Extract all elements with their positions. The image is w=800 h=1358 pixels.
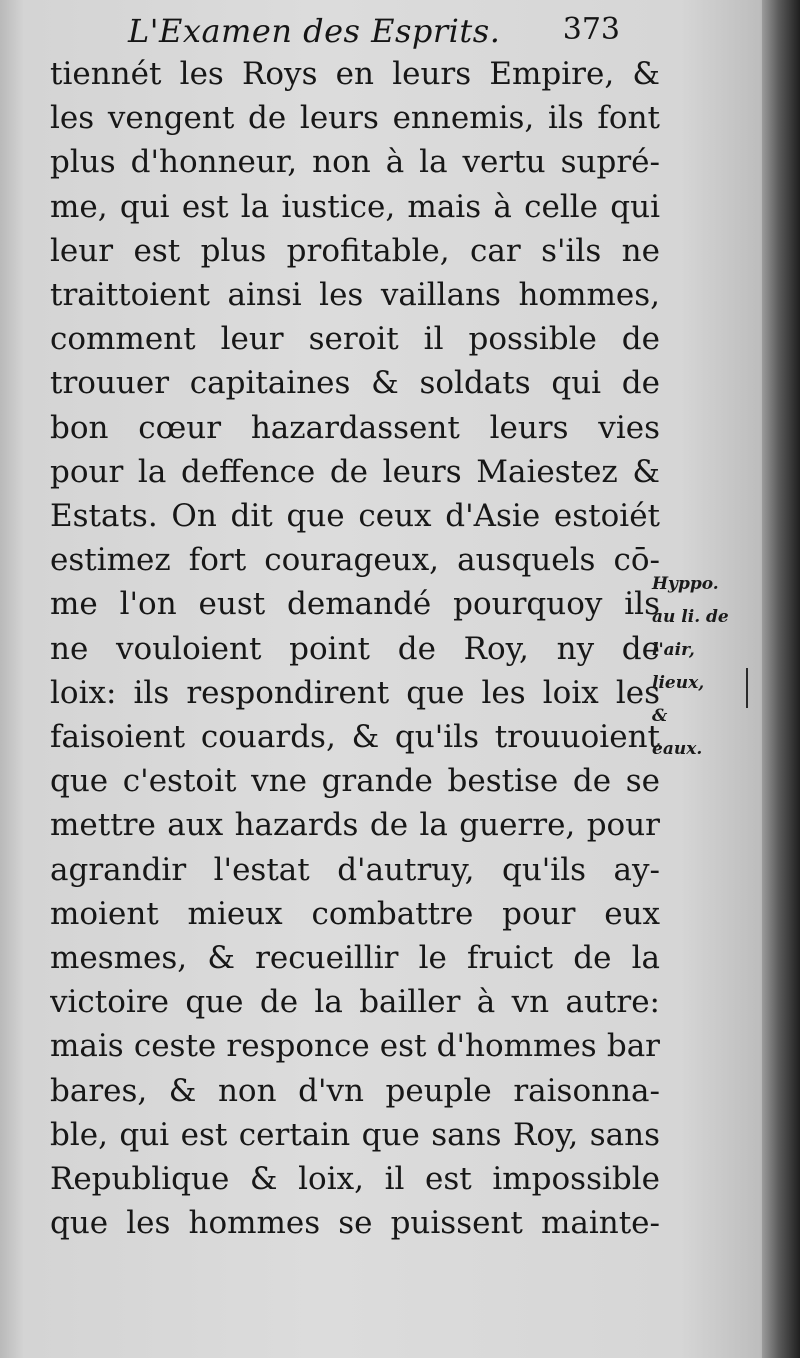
text-line: que les hommes se puissent mainte- (50, 1205, 660, 1242)
text-line: faisoient couards, & qu'ils trouuoient (50, 719, 660, 756)
page-header (128, 8, 628, 54)
text-line: ne vouloient point de Roy, ny de (50, 630, 660, 667)
text-line: estimez fort courageux, ausquels cō- (50, 542, 660, 579)
text-line: tiennét les Roys en leurs Empire, & (50, 56, 660, 92)
text-line: pour la deffence de leurs Maiestez & (50, 453, 660, 490)
text-line: que c'estoit vne grande bestise de se (50, 763, 660, 800)
marginal-note-line: l'air, (652, 640, 695, 660)
text-line: me l'on eust demandé pourquoy ils (50, 586, 660, 623)
text-line: Republique & loix, il est impossible (50, 1161, 660, 1198)
marginal-note-line: eaux. (652, 739, 703, 759)
text-line: victoire que de la bailler à vn autre: (50, 984, 660, 1021)
text-line: mettre aux hazards de la guerre, pour (50, 807, 660, 844)
marginal-note-line: & (652, 706, 668, 726)
text-line: comment leur seroit il possible de (50, 321, 660, 358)
text-line: traittoient ainsi les vaillans hommes, (50, 277, 660, 314)
marginal-note-line: lieux, (652, 673, 705, 693)
body-text (50, 52, 660, 1245)
marginal-note-line: Hyppo. (652, 574, 719, 594)
marginal-note (652, 568, 760, 766)
text-line: Estats. On dit que ceux d'Asie estoiét (50, 498, 660, 535)
marginal-bracket-mark (746, 668, 760, 708)
text-line: plus d'honneur, non à la vertu supré- (50, 144, 660, 181)
marginal-note-line: au li. de (652, 607, 729, 627)
text-line: ble, qui est certain que sans Roy, sans (50, 1116, 660, 1153)
text-line: les vengent de leurs ennemis, ils font (50, 100, 660, 137)
text-line: trouuer capitaines & soldats qui de (50, 365, 660, 402)
text-line: bon cœur hazardassent leurs vies (50, 409, 660, 446)
text-line: moient mieux combattre pour eux (50, 895, 660, 932)
text-line: loix: ils respondirent que les loix les (50, 674, 660, 711)
text-line: mesmes, & recueillir le fruict de la (50, 940, 660, 977)
text-line: me, qui est la iustice, mais à celle qui (50, 188, 660, 225)
text-line: bares, & non d'vn peuple raisonna- (50, 1072, 660, 1109)
book-spine-shadow (762, 0, 800, 1358)
page-number: 373 (562, 12, 620, 47)
running-title: L'Examen des Esprits. (128, 12, 501, 50)
text-line: mais ceste responce est d'hommes bar (50, 1028, 660, 1065)
text-line: agrandir l'estat d'autruy, qu'ils ay- (50, 851, 660, 888)
text-line: leur est plus profitable, car s'ils ne (50, 232, 660, 269)
